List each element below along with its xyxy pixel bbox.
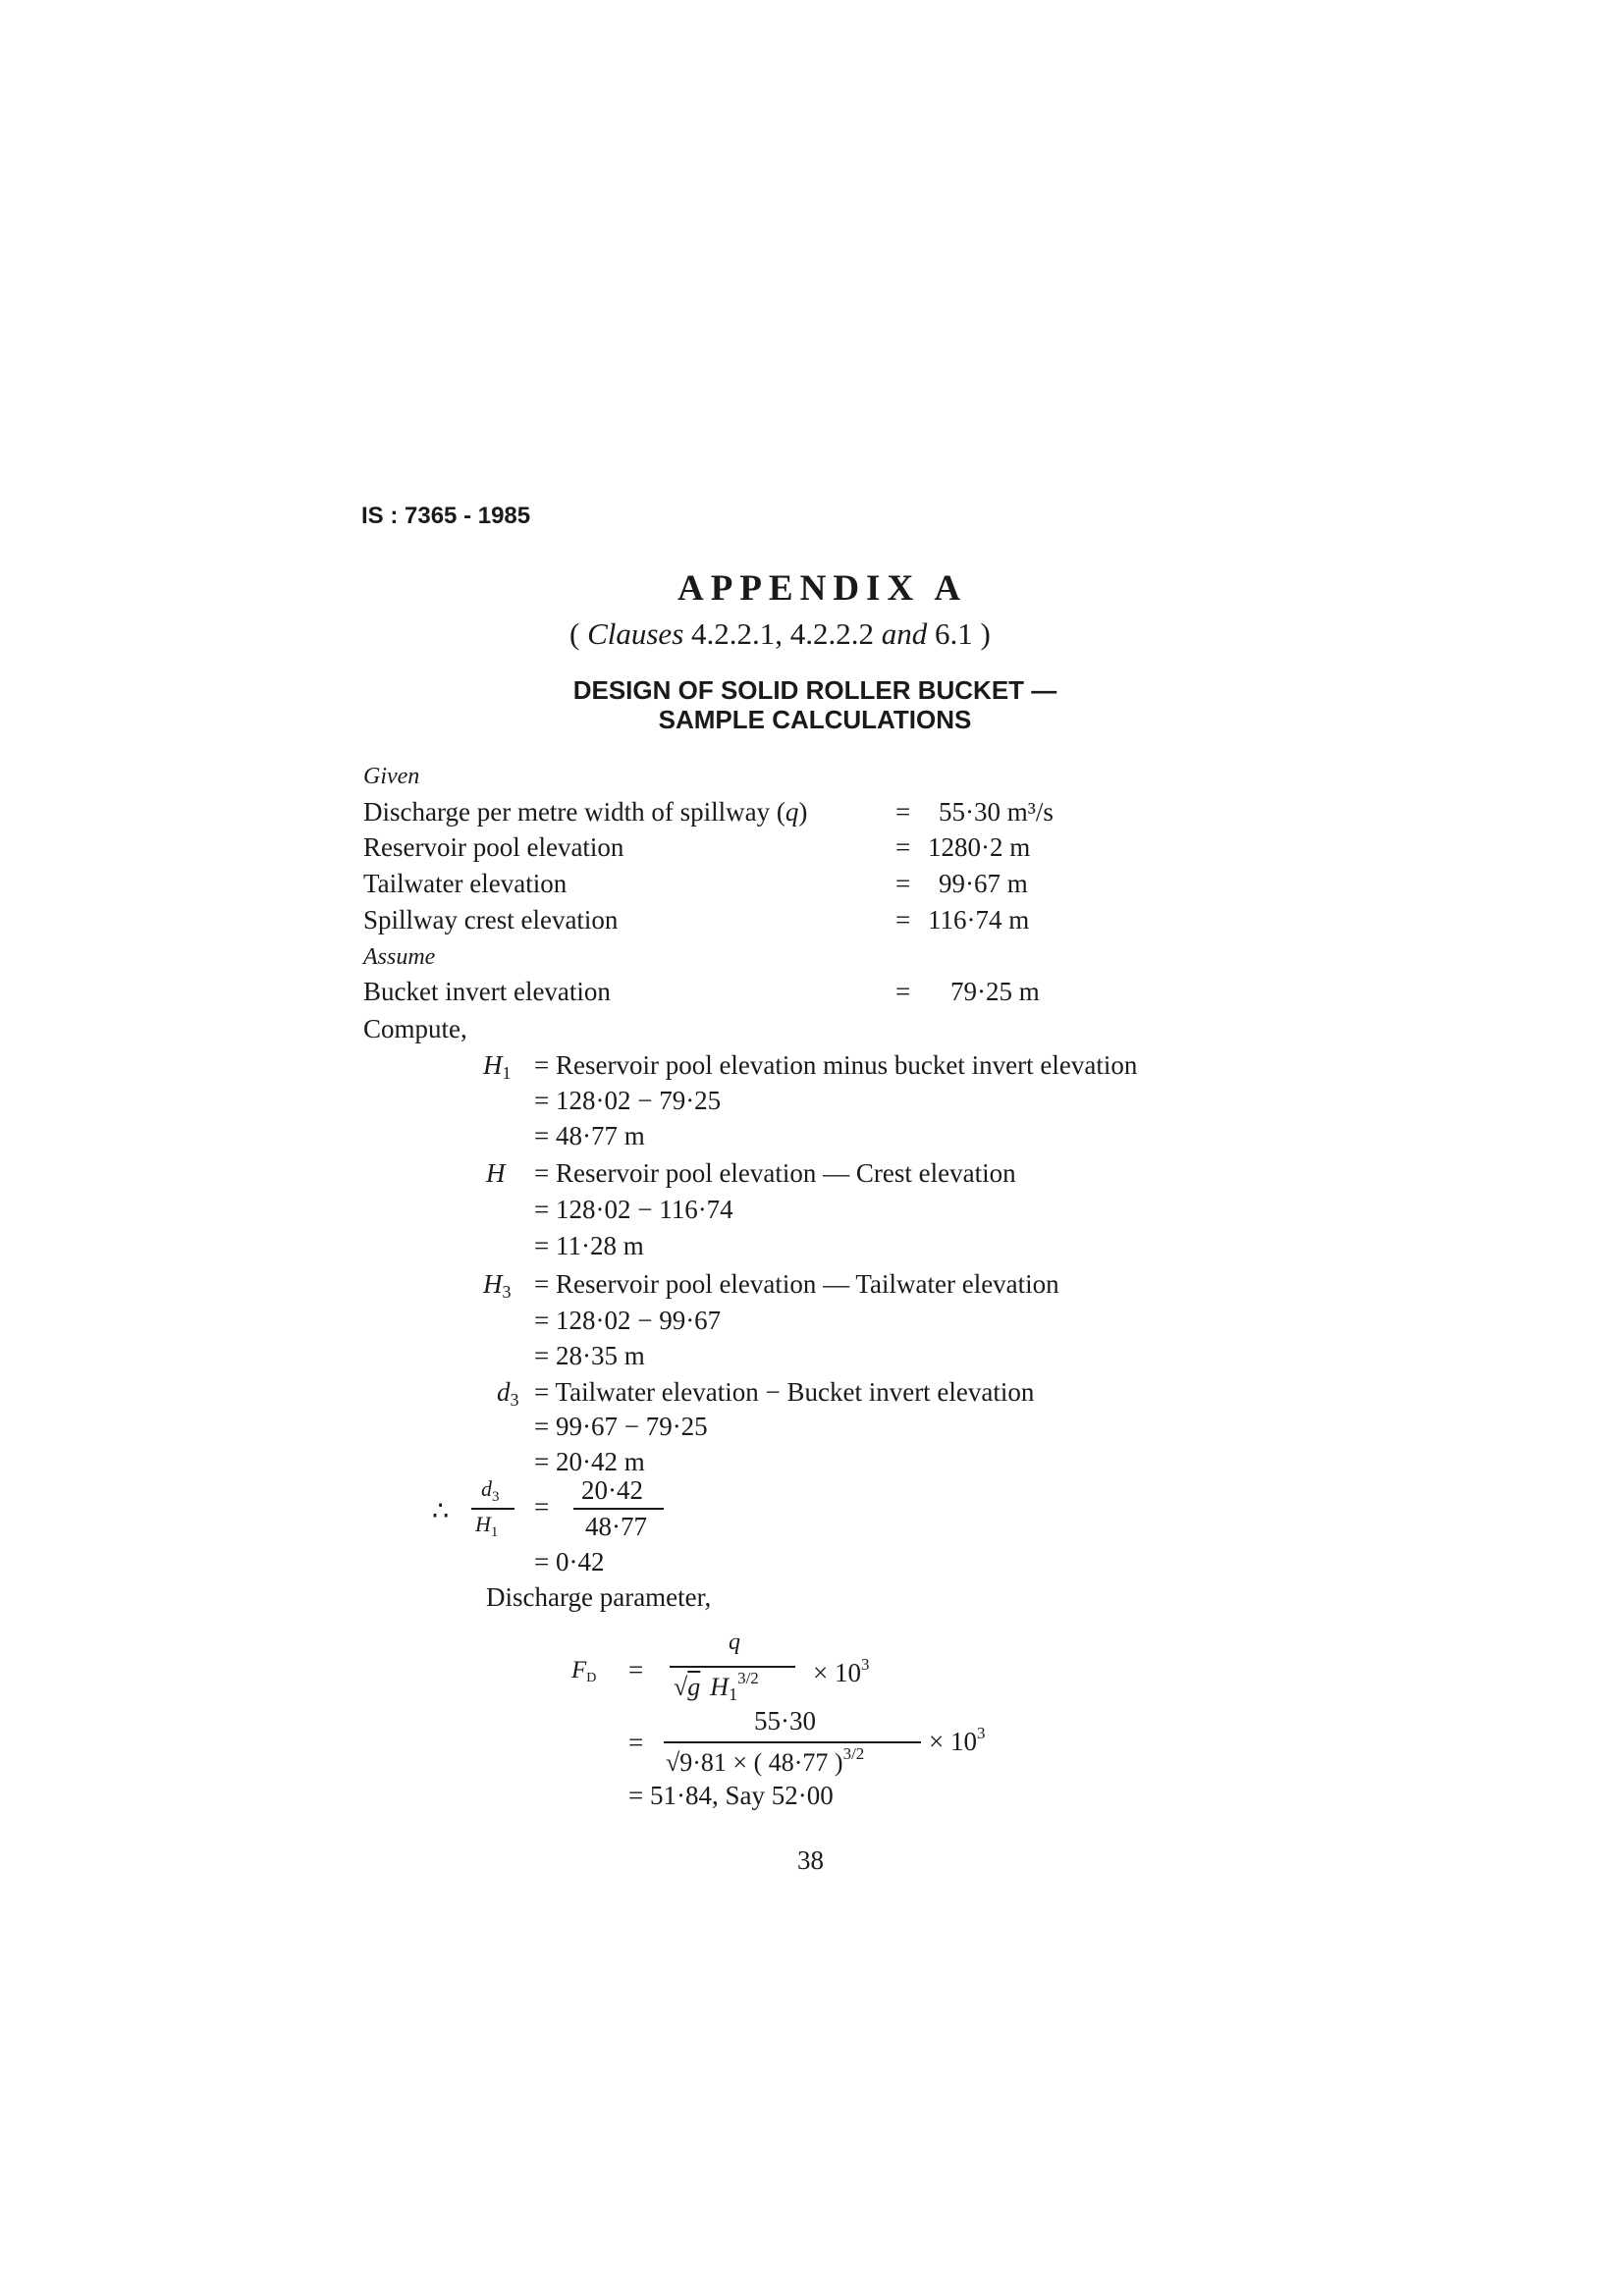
given-row-1-eq: = — [895, 797, 911, 827]
d3-symbol — [497, 1377, 519, 1411]
given-row-1-var: q — [784, 797, 799, 827]
h3-sym: H — [483, 1269, 503, 1299]
f1-g: g — [687, 1673, 701, 1701]
h-line-1: = Reservoir pool elevation — Crest elevation — [534, 1158, 1016, 1188]
given-row-3-label: Tailwater elevation — [363, 869, 568, 898]
f1-times-text: × 10 — [813, 1658, 861, 1687]
f2-times-text: × 10 — [929, 1727, 977, 1756]
ratio-den-value: 48·77 — [585, 1512, 647, 1541]
f2-times-sup: 3 — [976, 1724, 986, 1742]
h3-sub: 3 — [502, 1282, 512, 1302]
f2-eq: = — [628, 1728, 644, 1757]
d3-line-1: = Tailwater elevation − Bucket invert elevation — [534, 1377, 1035, 1407]
clauses-close: 6.1 ) — [927, 616, 991, 651]
ratio-den-sym: H — [475, 1512, 491, 1536]
ratio-result: = 0·42 — [534, 1547, 605, 1576]
ratio-num-value: 20·42 — [581, 1475, 643, 1505]
fd-symbol — [571, 1657, 596, 1686]
therefore-symbol: ∴ — [432, 1496, 450, 1525]
d3-line-3: = 20·42 m — [534, 1447, 645, 1476]
d3-line-2: = 99·67 − 79·25 — [534, 1412, 708, 1441]
f1-times — [813, 1655, 869, 1688]
given-row-1-label — [363, 797, 807, 828]
f2-den-sup: 3/2 — [842, 1744, 865, 1763]
h1-line-1: = Reservoir pool elevation minus bucket invert elevation — [534, 1050, 1138, 1080]
given-row-2-value: 1280·2 m — [928, 832, 1031, 862]
ratio-num-sub: 3 — [492, 1489, 500, 1505]
page-number: 38 — [797, 1845, 824, 1875]
h1-sym: H — [483, 1050, 503, 1080]
h3-line-3: = 28·35 m — [534, 1341, 645, 1370]
ratio-den-sub: 1 — [490, 1524, 499, 1540]
f1-hsup: 3/2 — [737, 1669, 759, 1687]
h1-line-2: = 128·02 − 79·25 — [534, 1086, 722, 1115]
f2-denominator — [666, 1744, 864, 1778]
ratio-num-sym: d — [481, 1476, 492, 1501]
given-row-1-value: 55·30 m³/s — [939, 797, 1054, 827]
given-row-4-eq: = — [895, 905, 911, 934]
assume-row-value: 79·25 m — [950, 977, 1040, 1006]
h-symbol: H — [486, 1158, 506, 1188]
clauses-and: and — [881, 616, 928, 651]
given-label: Given — [363, 764, 420, 789]
compute-label: Compute, — [363, 1014, 467, 1043]
f2-numerator: 55·30 — [754, 1706, 816, 1735]
clauses-open: ( — [569, 616, 588, 651]
given-row-4-label: Spillway crest elevation — [363, 905, 619, 934]
given-row-3-value: 99·67 m — [939, 869, 1028, 898]
given-row-4-value: 116·74 m — [928, 905, 1030, 934]
fd-eq: = — [628, 1655, 644, 1684]
given-row-1-text: Discharge per metre width of spillway ( — [363, 797, 785, 827]
given-row-1-close: ) — [798, 797, 808, 827]
ratio-denominator — [475, 1512, 498, 1541]
f1-h: H — [710, 1673, 730, 1701]
ratio-left-bar — [471, 1508, 514, 1510]
clauses-reference — [569, 616, 991, 652]
h1-line-3: = 48·77 m — [534, 1121, 645, 1150]
h3-line-2: = 128·02 − 99·67 — [534, 1306, 722, 1335]
h1-symbol — [483, 1050, 512, 1084]
h-line-2: = 128·02 − 116·74 — [534, 1195, 733, 1224]
title-line-1: DESIGN OF SOLID ROLLER BUCKET — — [572, 675, 1057, 705]
h3-symbol — [483, 1269, 512, 1303]
fd-result: = 51·84, Say 52·00 — [628, 1781, 834, 1810]
f1-numerator: q — [729, 1629, 740, 1655]
f2-bar — [664, 1741, 921, 1743]
ratio-numerator — [481, 1476, 500, 1506]
f1-denominator — [674, 1669, 759, 1705]
clauses-word: Clauses — [587, 616, 684, 651]
given-row-3-eq: = — [895, 869, 911, 898]
standard-number: IS : 7365 - 1985 — [361, 503, 531, 529]
discharge-label: Discharge parameter, — [486, 1582, 712, 1612]
f1-hsub: 1 — [729, 1684, 738, 1704]
h1-sub: 1 — [502, 1063, 512, 1083]
h-line-3: = 11·28 m — [534, 1231, 644, 1260]
ratio-eq: = — [534, 1492, 550, 1522]
h3-line-1: = Reservoir pool elevation — Tailwater elevation — [534, 1269, 1059, 1299]
d3-sub: 3 — [510, 1390, 519, 1410]
f1-times-sup: 3 — [860, 1655, 870, 1674]
fd-sub: D — [586, 1671, 597, 1685]
f1-bar — [670, 1666, 795, 1668]
given-row-2-label: Reservoir pool elevation — [363, 832, 624, 862]
given-row-2-eq: = — [895, 832, 911, 862]
clauses-numbers: 4.2.2.1, 4.2.2.2 — [683, 616, 882, 651]
assume-label: Assume — [363, 944, 436, 970]
assume-row-label: Bucket invert elevation — [363, 977, 611, 1006]
assume-row-eq: = — [895, 977, 911, 1006]
fd-sym: F — [571, 1657, 587, 1683]
d3-sym: d — [497, 1377, 511, 1407]
title-line-2: SAMPLE CALCULATIONS — [658, 705, 972, 734]
f2-times — [929, 1724, 985, 1757]
ratio-right-bar — [573, 1508, 664, 1510]
f1-root: √ — [674, 1673, 688, 1701]
f2-den: √9·81 × ( 48·77 ) — [666, 1748, 843, 1777]
appendix-heading: APPENDIX A — [677, 568, 968, 609]
